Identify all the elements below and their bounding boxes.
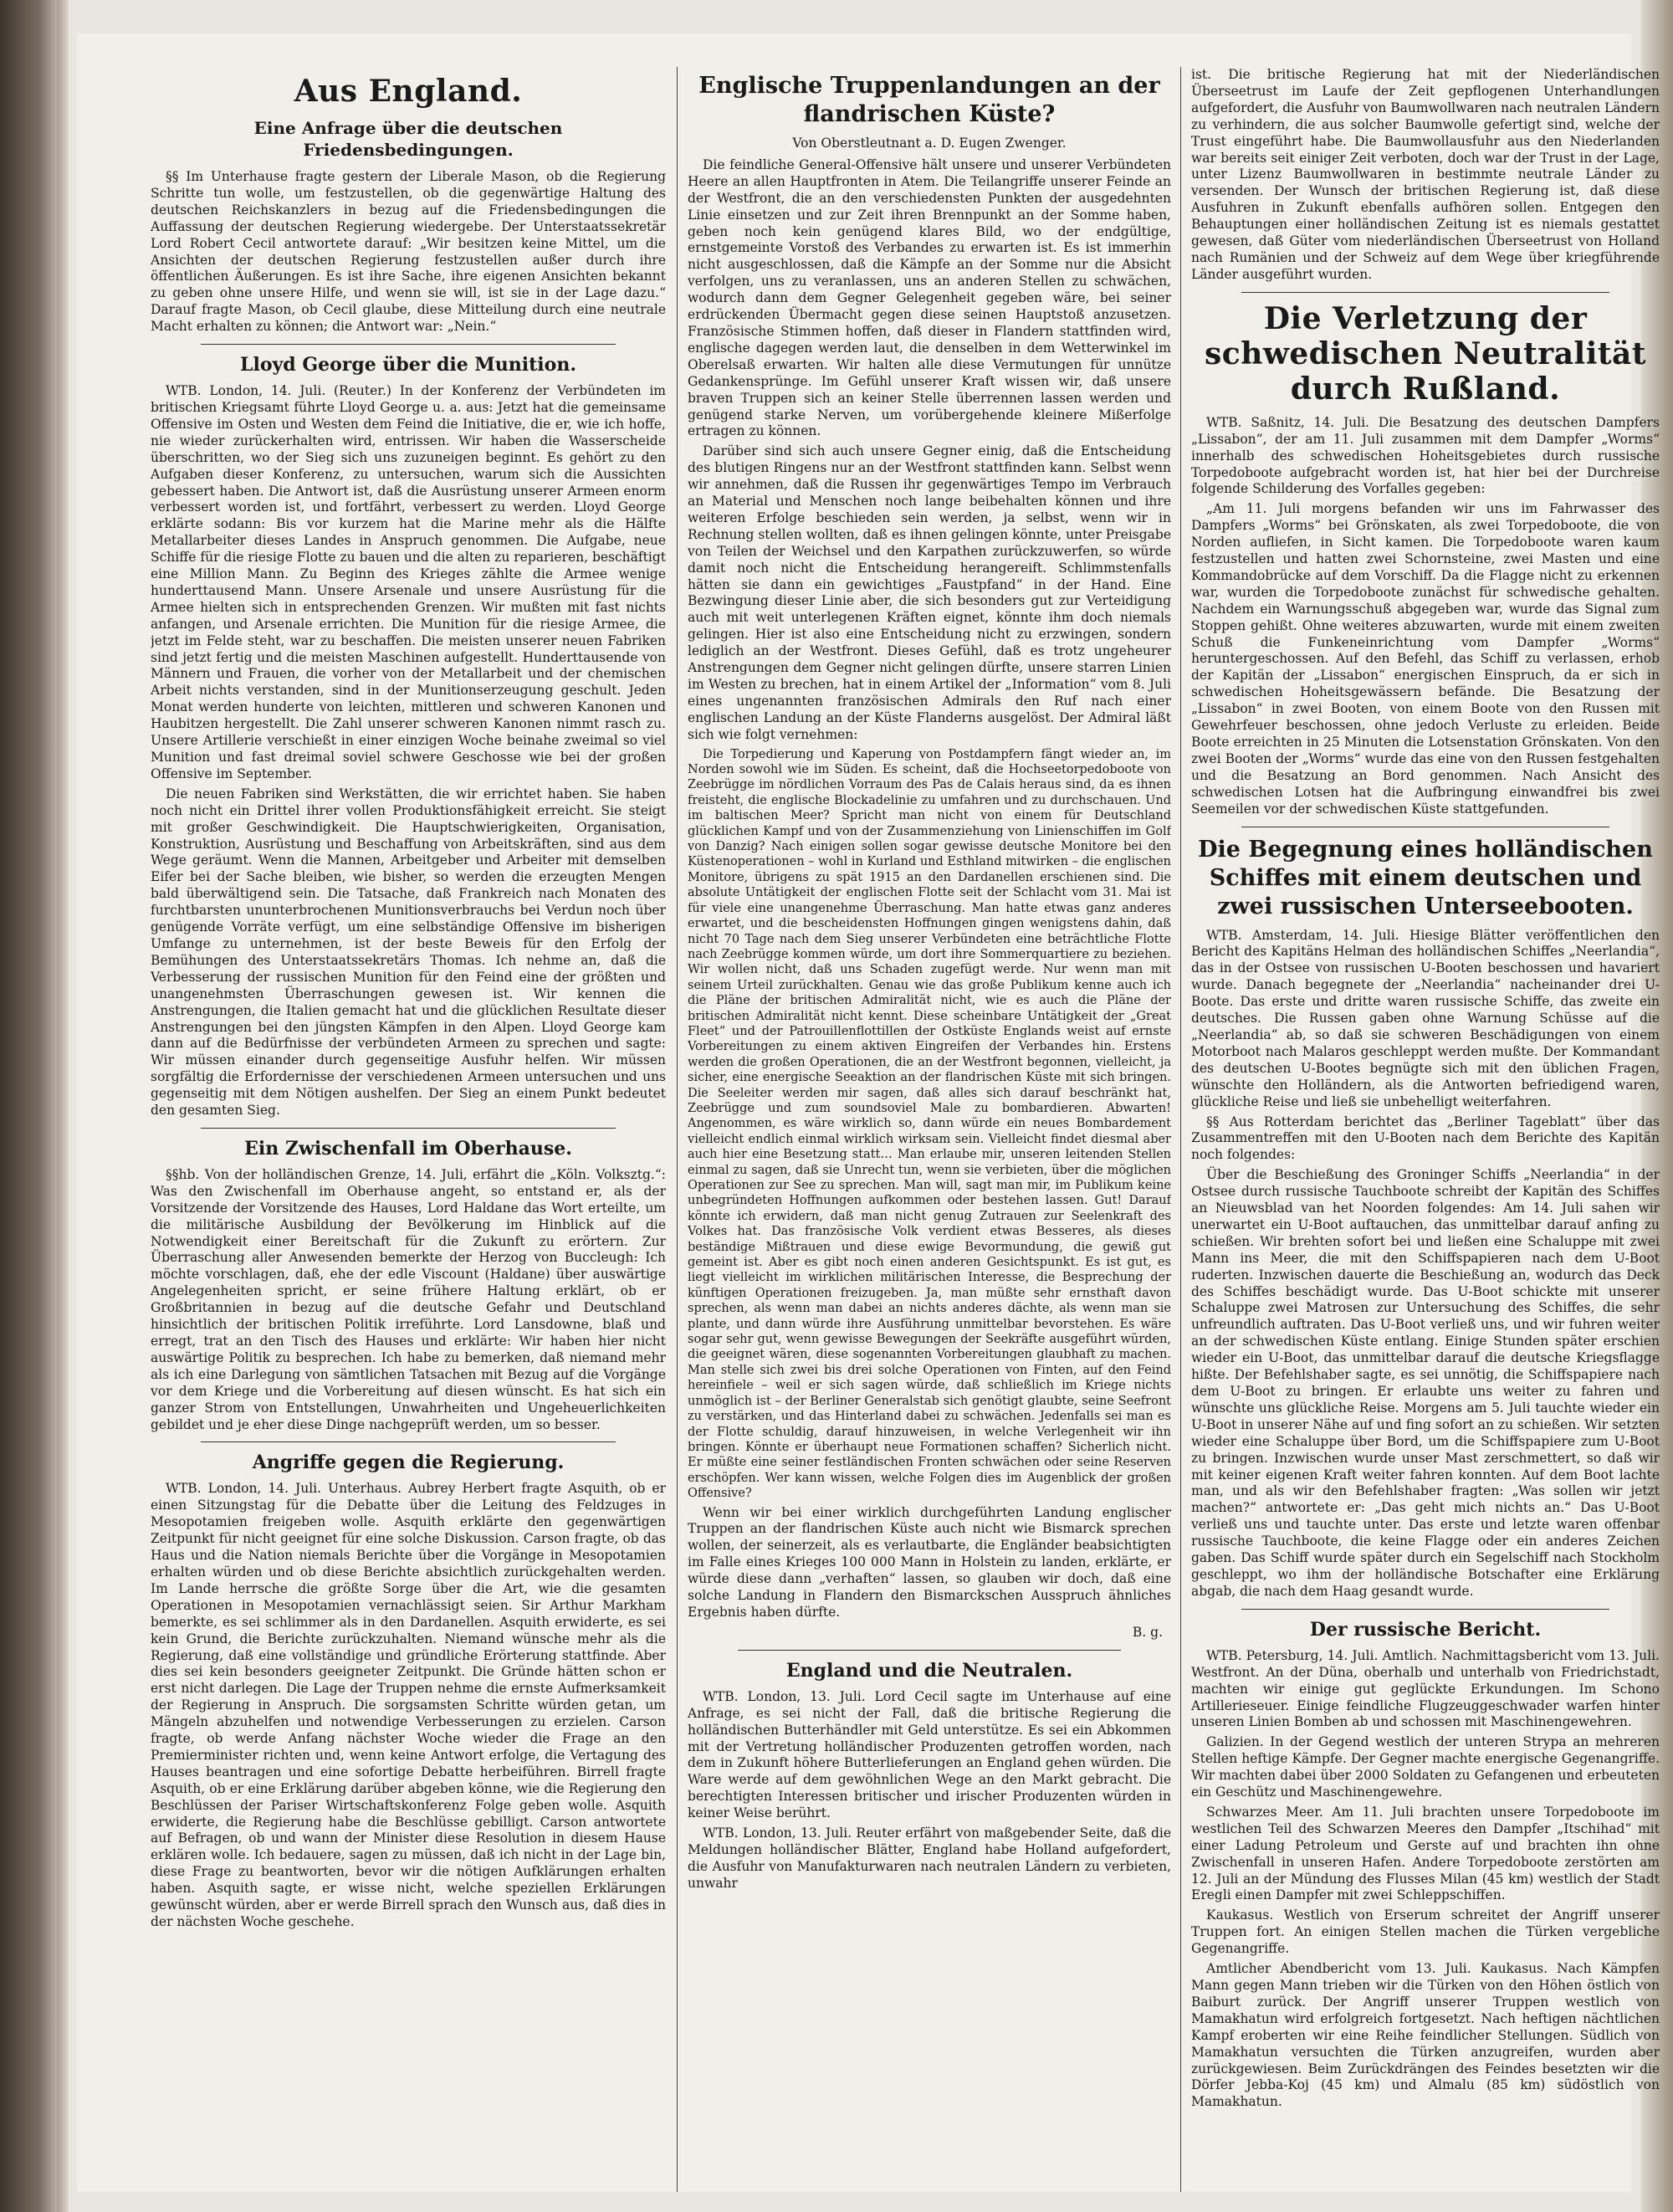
divider	[1241, 1609, 1609, 1610]
article-paragraph: Wenn wir bei einer wirklich durchgeführten Landung englischer Truppen an der flandrischen Küste auch nicht wie Bismarck sprechen wollen, der seinerzeit, als es verlautbarte, die Engländer beabsichtigten im Falle eines Krieges 100 000 Mann in Holstein zu landen, erklärte, er würde diese dann „verhaften“ lassen, so glauben wir doch, daß eine solche Landung in Flandern den Bismarckschen Ausspruch ähnliches Ergebnis haben dürfte.	[688, 1504, 1171, 1620]
newspaper-page	[77, 33, 1660, 2192]
article-paragraph: WTB. London, 14. Juli. Unterhaus. Aubrey Herbert fragte Asquith, ob er einen Sitzungstag für die Debatte über die Leitung des Feldzuges in Mesopotamien freigeben wolle. Asquith erklärte den gegenwärtigen Zeitpunkt für nicht geeignet für eine solche Diskussion. Carson fragte, ob das Haus und die Nation niemals Berichte über die Vorgänge in Mesopotamien erhalten würden und ob diese Berichte absichtlich zurückgehalten werden. Im Lande herrsche die größte Sorge über die Art, wie die gesamten Operationen in Mesopotamien vernachlässigt seien. Sir Arthur Markham bemerkte, es sei schlimmer als in den Dardanellen. Asquith erwiderte, es sei kein Grund, die Berichte zurückzuhalten. Niemand wünsche mehr als die Regierung, daß eine vollständige und gründliche Erörterung stattfinde. Aber dies sei kein besonders geeigneter Zeitpunkt. Die Gründe hätten schon er erst nicht darlegen. Die Lage der Truppen nehme die ernste Aufmerksamkeit der Regierung in Anspruch. Die sorgsamsten Schritte würden getan, um Mängeln abzuhelfen und notwendige Verbesserungen zu erzielen. Carson fragte, ob werde Anfang nächster Woche wieder die Frage an den Premierminister richten und, wenn keine Antwort erfolge, die Vertagung des Hauses beantragen und eine sofortige Debatte herbeiführen. Birrell fragte Asquith, ob er eine Erklärung darüber abgeben könne, wie die Regierung den Beschlüssen der Pariser Wirtschaftskonferenz Folge geben wolle. Asquith erwiderte, die Regierung habe die Beschlüsse gebilligt. Carson antwortete auf Befragen, ob und wann der Minister diese Resolution in diesem Hause erklären wolle. Ich bedauere, sagen zu müssen, daß ich nicht in der Lage bin, diese Frage zu beantworten, bevor wir die nötigen Aufklärungen erhalten haben. Asquith sagte, er wisse nicht, welche speziellen Erklärungen gewünscht würden, aber er werde Birrell sprach den Wunsch aus, daß dies in der nächsten Woche geschehe.	[151, 1481, 666, 1929]
article-paragraph: WTB. London, 13. Juli. Reuter erfährt von maßgebender Seite, daß die Meldungen holländischer Blätter, England habe Holland aufgefordert, die Ausfuhr von Manufakturwaren nach neutralen Ländern zu verbieten, unwahr	[688, 1825, 1171, 1891]
column-rule	[1180, 67, 1181, 2192]
binding-edge	[57, 0, 69, 2212]
divider	[201, 1441, 616, 1442]
article-paragraph: „Am 11. Juli morgens befanden wir uns im Fahrwasser des Dampfers „Worms“ bei Grönskaten, als zwei Torpedoboote, die von Norden aufliefen, in Sicht kamen. Die Torpedoboote waren kaum festzustellen und hatten zwei Schornsteine, zwei Masten und eine Kommandobrücke auf dem Vorschiff. Da die Flagge nicht zu erkennen war, wurden die Torpedoboote zunächst für schwedische gehalten. Nachdem ein Warnungsschuß abgegeben war, wurde das Signal zum Stoppen gehißt. Ohne weiteres abzuwarten, wurde mit einem zweiten Schuß die Funkeneinrichtung vom Dampfer „Worms“ heruntergeschossen. Auf den Befehl, das Schiff zu verlassen, erhob der Kapitän der „Lissabon“ energischen Einspruch, da er sich in schwedischen Hoheitsgewässern befände. Die Besatzung der „Lissabon“ in zwei Booten, von einem Boote von den Russen mit Gewehrfeuer beschossen, ohne jedoch Verluste zu erleiden. Beide Boote erreichten in 25 Minuten die Lotsenstation Grönskaten. Von den zwei Booten der „Worms“ wurde das eine von den Russen festgehalten und die Besatzung an Bord genommen. Nach Ansicht des schwedischen Lotsen hat die Aufbringung einwandfrei bis zwei Seemeilen vor der schwedischen Küste stattgefunden.	[1191, 501, 1660, 817]
article-headline: Angriffe gegen die Regierung.	[252, 1452, 565, 1474]
article-paragraph: §§hb. Von der holländischen Grenze, 14. Juli, erfährt die „Köln. Volksztg.“: Was den Zwischenfall im Oberhause angeht, so entstand er, als der Vorsitzende der Vorsitzende des Hauses, Lord Haldane das Wort erteilte, um die militärische Ausbildung der Bevölkerung im Hinblick auf die Notwendigkeit einer Bereitschaft für die Zukunft zu erörtern. Zur Überraschung aller Anwesenden bemerkte der Herzog von Buccleugh: Ich möchte vorschlagen, daß, ehe der edle Viscount (Haldane) über auswärtige Angelegenheiten spricht, er seine frühere Haltung erklärt, ob er Großbritannien in bezug auf die deutsche Gefahr und Deutschland hinsichtlich der britischen Politik irreführte. Lord Lansdowne, blaß und erregt, trat an den Tisch des Hauses und erklärte: Wir haben hier nicht auswärtige Politik zu besprechen. Ich habe zu bemerken, daß niemand mehr als ich eine Darlegung von sämtlichen Tatsachen mit Bezug auf die Vorgänge vor dem Kriege und die Vorbereitung auf diesen wünscht. Es hat sich ein ganzer Strom von Entstellungen, Unwahrheiten und Ungeheuerlichkeiten gebildet und je eher diese Dinge nachgeprüft werden, um so besser.	[151, 1166, 666, 1432]
article-headline: Der russische Bericht.	[1309, 1618, 1542, 1641]
divider	[201, 1128, 616, 1129]
article-headline: Die Verletzung der schwedischen Neutralität durch Rußland.	[1205, 300, 1646, 407]
article-headline: Aus England.	[294, 74, 523, 109]
article-paragraph: WTB. Amsterdam, 14. Juli. Hiesige Blätter veröffentlichen den Bericht des Kapitäns Helman des holländischen Schiffes „Neerlandia“, das in der Ostsee von russischen U-Booten beschossen und havariert wurde. Danach begegnete der „Neerlandia“ nacheinander drei U-Boote. Das erste und dritte waren russische Schiffe, das zweite ein deutsches. Die Russen gaben ohne Warnung Schüsse auf die „Neerlandia“ ab, so daß sie schweren Beschädigungen von einem Motorboot nach Malaros geschleppt werden mußte. Der Kommandant des deutschen U-Bootes begnügte sich mit den üblichen Fragen, wünschte den Holländern, als die Antworten befriedigend waren, glückliche Reise und ließ sie unbehelligt weiterfahren.	[1191, 927, 1660, 1109]
article-byline: Von Oberstleutnant a. D. Eugen Zwenger.	[792, 136, 1067, 151]
article-paragraph: Die feindliche General-Offensive hält unsere und unserer Verbündeten Heere an allen Hauptfronten in Atem. Die Teilangriffe unserer Feinde an der Westfront, die an den verschiedensten Punkten der ausgedehnten Linie einsetzen und zur Zeit ihren Brennpunkt an der Somme haben, geben noch kein genügend klares Bild, wo der endgültige, ernstgemeinte Vorstoß des Verbandes zu erwarten ist. Es ist immerhin nicht ausgeschlossen, daß die Kämpfe an der Somme nur die Absicht verfolgen, uns zu veranlassen, uns an anderen Stellen zu schwächen, wodurch dann dem Gegner Gelegenheit gegeben wäre, bei seiner erdrückenden Übermacht gegen diese seinen Hauptstoß anzusetzen. Französische Stimmen hoffen, daß dieser in Flandern stattfinden wird, englische dagegen werden laut, die denselben in dem Wetterwinkel im Oberelsaß erwarten. Wir halten alle diese Vermutungen für unnütze Gedankensprünge. Im Gefühl unserer Kraft wissen wir, daß unsere braven Truppen sich an keiner Stelle überrennen lassen werden und genügend starke Nerven, um vorübergehende kleinere Mißerfolge ertragen zu können.	[688, 156, 1171, 439]
article-paragraph: Die neuen Fabriken sind Werkstätten, die wir errichtet haben. Sie haben noch nicht ein Drittel ihrer vollen Produktionsfähigkeit erreicht. Sie steigt mit großer Geschwindigkeit. Die Hauptschwierigkeiten, Organisation, Konstruktion, Ausrüstung und Beschaffung von Arbeitskräften, sind aus dem Wege geräumt. Wenn die Mannen, Arbeitgeber und Arbeiter mit demselben Eifer bei der Sache bleiben, wie bisher, so werden die erzeugten Mengen bald überwältigend sein. Die Tatsache, daß Frankreich nach Monaten des furchtbarsten ununterbrochenen Munitionsverbrauchs bei Verdun noch über genügende Vorräte verfügt, um eine selbständige Offensive im bisherigen Umfange zu unternehmen, ist der beste Beweis für den Erfolg der Bemühungen des Unterstaatssekretärs Thomas. Ich nehme an, daß die Verbesserung der russischen Munition für den Feind eine der größten und unangenehmsten Überraschungen gewesen ist. Wir kennen die Anstrengungen, die Italien gemacht hat und die glücklichen Resultate dieser Anstrengungen bei den jüngsten Kämpfen in den Alpen. Lloyd George kam dann auf die Bedürfnisse der verbündeten Armeen zu sprechen und sagte: Wir müssen einander durch gegenseitige Ausfuhr helfen. Wir müssen sorgfältig die Erfordernisse der verschiedenen Armeen untersuchen und uns gegenseitig mit dem Nötigen aushelfen. Der Sieg an einem Punkt bedeutet den gesamten Sieg.	[151, 786, 666, 1119]
article-headline: Ein Zwischenfall im Oberhause.	[244, 1137, 572, 1160]
article-signature: B. g.	[1132, 1624, 1163, 1640]
article-subheadline: Eine Anfrage über die deutschen Friedensbedingungen.	[253, 118, 563, 160]
article-paragraph: WTB. London, 14. Juli. (Reuter.) In der Konferenz der Verbündeten im britischen Kriegsamt führte Lloyd George u. a. aus: Jetzt hat die gemeinsame Offensive im Osten und Westen dem Feind die Initiative, die er, wie ich hoffe, nie wieder zurückerhalten wird, entrissen. Wir haben die Wasserscheide überschritten, wo der Sieg sich uns zuzuneigen beginnt. Es gehört zu den Aufgaben dieser Konferenz, zu untersuchen, warum sich die Aussichten gebessert haben. Die Antwort ist, daß die Ausrüstung unserer Armeen enorm verbessert worden ist, und fortfährt, verbessert zu werden. Lloyd George erklärte sodann: Bis vor kurzem hat die Marine mehr als die Hälfte Metallarbeiter dieses Landes in Anspruch genommen. Die Aufgabe, neue Schiffe für die riesige Flotte zu bauen und die alten zu reparieren, beschäftigt eine Million Mann. Zu Beginn des Krieges zählte die Armee wenige hunderttausend Mann. Unsere Arsenale und unsere Ausrüstung für die Armee hielten sich in entsprechenden Grenzen. Wir mußten mit fast nichts anfangen, und Arsenale errichten. Die Munition für die riesige Armee, die jetzt im Felde steht, war zu beschaffen. Die meisten unserer neuen Fabriken sind jetzt fertig und die meisten Maschinen aufgestellt. Hunderttausende von Männern und Frauen, die vorher von der Metallarbeit und der chemischen Arbeit nichts verstanden, sind in der Munitionserzeugung geschult. Jeden Monat werden hunderte von leichten, mittleren und schweren Kanonen und Haubitzen hergestellt. Die Zahl unserer schweren Kanonen nimmt rasch zu. Unsere Artillerie verschießt in einer einzigen Woche beinahe zweimal so viel Munition und fast dreimal soviel schwere Geschosse wie bei der großen Offensive im September.	[151, 383, 666, 781]
column-1	[151, 67, 666, 2192]
column-2	[688, 67, 1171, 2192]
article-paragraph: ist. Die britische Regierung hat mit der Niederländischen Überseetrust im Laufe der Zeit gepflogenen Unterhandlungen aufgefordert, die Ausfuhr von Baumwollwaren nach neutralen Ländern zu verhindern, die aus solcher Baumwolle gefertigt sind, welche der Trust eingeführt habe. Die Baumwollausfuhr aus den Niederlanden war bereits seit einiger Zeit verboten, doch war der Trust in der Lage, unter Lizenz Baumwollwaren in bestimmte neutrale Länder zu versenden. Der Wunsch der britischen Regierung ist, daß diese Ausfuhren in Zukunft ebenfalls aufhören sollen. Entgegen den Behauptungen einer holländischen Zeitung ist es niemals gestattet gewesen, daß Güter vom niederländischen Überseetrust von Holland nach Rumänien und der Schweiz auf dem Wege über kriegführende Länder ausgeführt wurden.	[1191, 67, 1660, 282]
column-rule	[677, 67, 678, 2192]
article-paragraph: Galizien. In der Gegend westlich der unteren Strypa an mehreren Stellen heftige Kämpfe. Der Gegner machte energische Gegenangriffe. Wir machten dabei über 2000 Soldaten zu Gefangenen und erbeuteten ein Geschütz und Maschinengewehre.	[1191, 1734, 1660, 1800]
article-quote: Die Torpedierung und Kaperung von Postdampfern fängt wieder an, im Norden sowohl wie im Süden. Es scheint, daß die Hochseetorpedoboote von Zeebrügge im nördlichen Vorraum des Pas de Calais heraus sind, da es ihnen freisteht, die englische Blockadelinie zu umfahren und zu durchschauen. Und im baltischen Meer? Spricht man nicht von einem für Deutschland glücklichen Kampf und von der Zusammenziehung von Linienschiffen im Golf von Danzig? Nach einigen sollen sogar gewisse deutsche Monitore bei den Küstenoperationen – wohl in Kurland und Esthland mitwirken – die englischen Monitore, übrigens zu spät 1915 an den Dardanellen erschienen sind. Die absolute Untätigkeit der englischen Flotte seit der Schlacht vom 31. Mai ist für viele eine unangenehme Überraschung. Man hatte etwas ganz anderes erwartet, und die bescheidensten Hoffnungen gingen wenigstens dahin, daß nicht 70 Tage nach dem Sieg unserer Verbündeten eine beträchtliche Flotte nach Zeebrügge kommen würde, um dort ihre Sommerquartiere zu beziehen. Wir wollen nicht, daß uns Schaden zugefügt werde. Nur wenn man mit seinem Urteil zurückhalten. Genau wie das große Publikum kenne auch ich die Pläne der britischen Admiralität nicht, wie es auch die Pläne der britischen Admiralität nicht kennt. Diese scheinbare Untätigkeit der „Great Fleet“ und der Patrouillenflottillen der Ostküste Englands weist auf ernste Vorbereitungen zu einem aktiven Eingreifen der Verbandes hin. Erstens werden die großen Operationen, die an der Westfront begonnen, vielleicht, ja sicher, eine energische Seeaktion an der flandrischen Küste mit sich bringen. Die Seeleiter werden mir sagen, daß alles sich darauf beschränkt hat, Zeebrügge und zum soundsoviel Male zu bombardieren. Abwarten! Angenommen, es wäre wirklich so, dann würde ein neues Bombardement vielleicht endlich einmal wirklich wirksam sein. Vielleicht findet diesmal aber auch hier eine Besetzung statt… Man erlaube mir, unseren leitenden Stellen einmal zu sagen, daß sie Unrecht tun, wenn sie verbieten, über die möglichen Operationen zur See zu sprechen. Man will, sagt man mir, im Publikum keine unbegründeten Hoffnungen aufkommen oder bestehen lassen. Gut! Darauf könnte ich erwidern, daß man nicht genug Zutrauen zur Seelenkraft des Volkes hat. Das französische Volk verdient etwas Besseres, als dieses beständige Mißtrauen und diese ewige Bevormundung, die gewiß gut gemeint ist. Aber es gibt noch einen anderen Gesichtspunkt. Es ist gut, es liegt vielleicht im wirklichen militärischen Interesse, die Besprechung der künftigen Operationen freizugeben. Ja, man müßte sehr ernsthaft davon sprechen, als wenn man dabei an nichts anderes dächte, als wenn man sie plante, und dann würde ihre Ausführung unmittelbar bevorstehen. Es wäre sogar sehr gut, wenn gewisse Bewegungen der Seekräfte ausgeführt würden, die geeignet wären, diese sogenannten Vorbereitungen glaubhaft zu machen. Man stelle sich zwei bis drei solche Operationen von Finten, auf den Feind hereinfiele – weil er sich sagen würde, daß schließlich im Kriege nichts unmöglich ist – der Berliner Generalstab sich genötigt glaubte, seine Seefront zu verstärken, und das Hinterland dabei zu schwächen. Jedenfalls sei man es der Flotte schuldig, darauf hinzuweisen, in welche Verlegenheit wir ihn bringen. Könnte er überhaupt neue Formationen schaffen? Sicherlich nicht. Er müßte eine seiner festländischen Fronten schwächen oder seine Reserven erschöpfen. Wer kann wissen, welche Folgen dies im Augenblick der großen Offensive?	[688, 747, 1171, 1501]
article-paragraph: Über die Beschießung des Groninger Schiffs „Neerlandia“ in der Ostsee durch russische Tauchboote schreibt der Kapitän des Schiffes an Nieuwsblad van het Noorden folgendes: Am 14. Juli sahen wir unerwartet ein U-Boot auftauchen, das unmittelbar darauf anfing zu schießen. Wir brehten sofort bei und ließen eine Schaluppe mit zwei Mann ins Meer, die mit den Schiffspapieren nach dem U-Boot ruderten. Inzwischen dauerte die Beschießung an, wodurch das Deck des Schiffes beschädigt wurde. Das U-Boot schickte mit unserer Schaluppe zwei Matrosen zur Untersuchung des Schiffes, die sehr unfreundlich auftraten. Das U-Boot verließ uns, und wir fuhren weiter an der schwedischen Küste entlang. Einige Stunden später erschien wieder ein U-Boot, das unmittelbar darauf die deutsche Kriegsflagge hißte. Der Befehlshaber sagte, es sei unnötig, die Schiffspapiere nach dem U-Boot zu bringen. Er erlaubte uns weiter zu fahren und wünschte uns glückliche Reise. Morgens am 5. Juli tauchte wieder ein U-Boot in unserer Nähe auf und fing sofort an zu schießen. Wir setzten wieder eine Schaluppe über Bord, um die Schiffspapiere zum U-Boot zu bringen. Inzwischen wurde unser Mast zerschmettert, so daß wir mit keiner eigenen Kraft weiter fahren konnten. Auf dem Boot lachte man, und als wir den Befehlshaber fragten: „Was sollen wir jetzt machen?“ antwortete er: „Das geht mich nichts an.“ Das U-Boot verließ uns und tauchte unter. Das erste und letzte waren offenbar russische Tauchboote, die keine Flagge oder ein anderes Zeichen gaben. Das Schiff wurde später durch ein Segelschiff nach Stockholm geschleppt, wo ihm der holländische Botschafter eine Erklärung abgab, die nach dem Haag gesandt wurde.	[1191, 1167, 1660, 1599]
column-3	[1191, 67, 1660, 2192]
divider	[1241, 292, 1609, 293]
book-binding	[0, 0, 57, 2212]
article-paragraph: Schwarzes Meer. Am 11. Juli brachten unsere Torpedoboote im westlichen Teil des Schwarzen Meeres den Dampfer „Itschihad“ mit einer Ladung Petroleum und Gerste auf und brachten ihn ohne Zwischenfall in unseren Hafen. Andere Torpedoboote zerstörten am 12. Juli an der Mündung des Flusses Milan (45 km) westlich der Stadt Eregli einen Dampfer mit zwei Schleppschiffen.	[1191, 1804, 1660, 1903]
article-paragraph: WTB. London, 13. Juli. Lord Cecil sagte im Unterhause auf eine Anfrage, es sei nicht der Fall, daß die britische Regierung die holländischen Butterhändler mit Geld unterstütze. Es sei ein Abkommen mit der Vertretung holländischer Produzenten getroffen worden, nach dem in Zukunft höhere Butterlieferungen an England gehen würden. Die Ware werde auf dem gewöhnlichen Wege an den Markt gebracht. Die berechtigten Interessen britischer und irischer Produzenten würden in keiner Weise berührt.	[688, 1688, 1171, 1821]
article-paragraph: Amtlicher Abendbericht vom 13. Juli. Kaukasus. Nach Kämpfen Mann gegen Mann trieben wir die Türken von den Höhen östlich von Baiburt zurück. Der Angriff unserer Truppen westlich von Mamakhatun wird erfolgreich fortgesetzt. Nach heftigen nächtlichen Kampf eroberten wir eine Reihe feindlicher Stellungen. Südlich von Mamakhatun versuchten die Türken anzugreifen, wurden aber zurückgewiesen. Beim Zurückdrängen des Feindes besetzten wir die Dörfer Jebba-Koj (45 km) und Almalu (85 km) südöstlich von Mamakhatun.	[1191, 1961, 1660, 2110]
article-paragraph: §§ Im Unterhause fragte gestern der Liberale Mason, ob die Regierung Schritte tun wolle, um festzustellen, ob die gegenwärtige Haltung des deutschen Reichskanzlers in bezug auf die Friedensbedingungen die Auffassung der deutschen Regierung wiedergebe. Der Unterstaatssekretär Lord Robert Cecil antwortete darauf: „Wir besitzen keine Mittel, um die Ansichten der deutschen Regierung festzustellen außer durch ihre öffentlichen Äußerungen. Es ist ihre Sache, ihre eigenen Ansichten bekannt zu geben ohne unsere Hilfe, und wenn sie will, ist sie in der Lage dazu.“ Darauf fragte Mason, ob Cecil glaube, diese Mitteilung durch eine neutrale Macht erhalten zu können; die Antwort war: „Nein.“	[151, 169, 666, 335]
article-paragraph: WTB. Petersburg, 14. Juli. Amtlich. Nachmittagsbericht vom 13. Juli. Westfront. An der Düna, oberhalb und unterhalb von Friedrichstadt, machten wir einige gut geglückte Erkundungen. Im Schono Artillerieseuer. Einige feindliche Flugzeuggeschwader warfen hinter unseren Linien Bomben ab und schossen mit Maschinengewehren.	[1191, 1647, 1660, 1730]
article-paragraph: §§ Aus Rotterdam berichtet das „Berliner Tageblatt“ über das Zusammentreffen mit den U-Booten nach dem Berichte des Kapitän noch folgendes:	[1191, 1114, 1660, 1163]
divider	[201, 344, 616, 345]
article-headline: Lloyd George über die Munition.	[240, 354, 576, 376]
divider	[738, 1650, 1121, 1651]
article-headline: Die Begegnung eines holländischen Schiffes mit einem deutschen und zwei russischen Unterseebooten.	[1198, 836, 1653, 919]
article-headline: Englische Truppenlandungen an der flandrischen Küste?	[698, 73, 1160, 127]
article-paragraph: WTB. Saßnitz, 14. Juli. Die Besatzung des deutschen Dampfers „Lissabon“, der am 11. Juli zusammen mit dem Dampfer „Worms“ innerhalb des schwedischen Hoheitsgebietes durch russische Torpedoboote aufgebracht worden ist, hat hier bei der Durchreise folgende Schilderung des Vorfalles gegeben:	[1191, 414, 1660, 497]
article-paragraph: Darüber sind sich auch unsere Gegner einig, daß die Entscheidung des blutigen Ringens nur an der Westfront stattfinden kann. Selbst wenn wir annehmen, daß die Russen ihr gegenwärtiges Tempo im Verbrauch an Material und Menschen noch lange beibehalten können und ihre weiteren Erfolge beschieden sein werden, ja selbst, wenn wir in Rechnung stellen wollten, daß es ihnen gelingen könnte, unter Preisgabe von Teilen der Weichsel und den Karpathen zurückzuwerfen, so würde damit noch nicht die Entscheidung herangereift. Schlimmstenfalls hätten sie dann ein gewichtiges „Faustpfand“ in der Hand. Eine Bezwingung dieser Linie aber, die sich besonders gut zur Verteidigung auch mit weit unterlegenen Kräften eignet, könnte ihm doch niemals gelingen. Hier ist also eine Entscheidung nicht zu erzwingen, sondern lediglich an der Westfront. Dieses Gefühl, daß es trotz ungeheurer Anstrengungen dem Gegner nicht gelingen dürfte, unsere starren Linien im Westen zu brechen, hat in einem Artikel der „Information“ vom 8. Juli eines ungenannten französischen Admirals den Ruf nach einer englischen Landung an der Küste Flanderns ausgelöst. Der Admiral läßt sich wie folgt vernehmen:	[688, 443, 1171, 742]
article-paragraph: Kaukasus. Westlich von Erserum schreitet der Angriff unserer Truppen fort. An einigen Stellen machen die Türken vergebliche Gegenangriffe.	[1191, 1907, 1660, 1957]
article-headline: England und die Neutralen.	[785, 1659, 1073, 1682]
